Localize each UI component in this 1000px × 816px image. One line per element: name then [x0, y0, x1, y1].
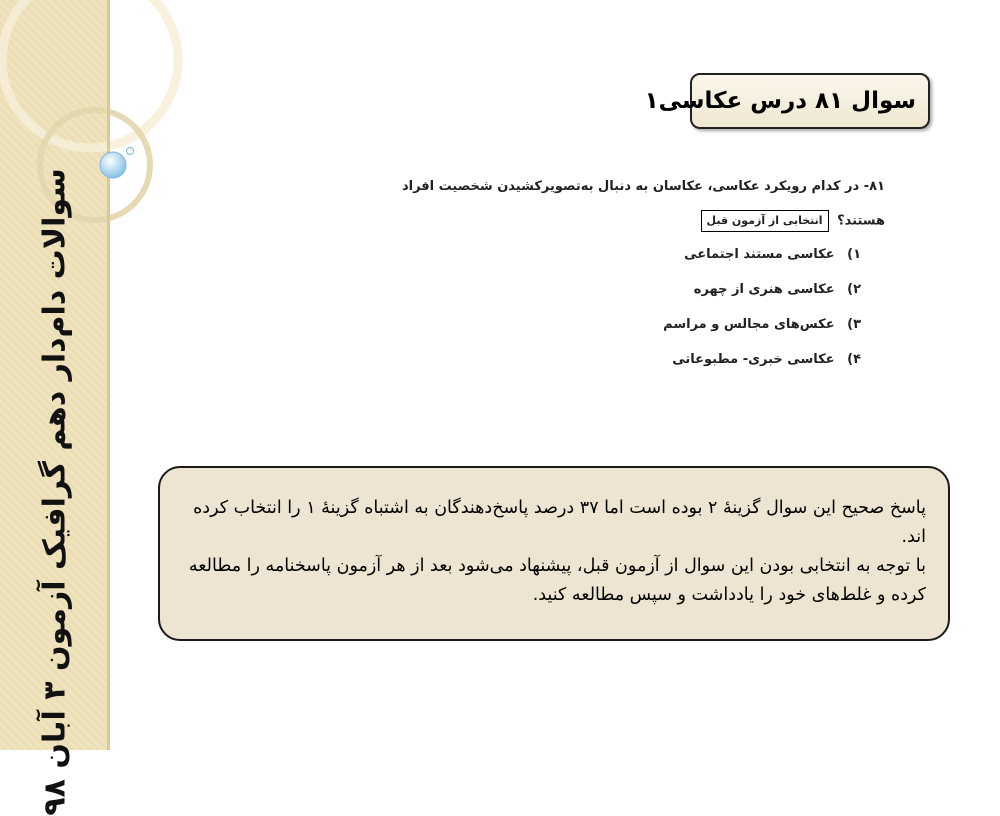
question-line-2 [365, 210, 885, 244]
option-1 [365, 244, 861, 279]
bubble-icon [95, 140, 140, 185]
option-text: عکاسی هنری از چهره [693, 282, 835, 297]
option-text: عکاسی خبری- مطبوعاتی [672, 352, 835, 367]
option-number: ۳) [847, 317, 861, 332]
option-text: عکاسی مستند اجتماعی [684, 247, 835, 262]
option-number: ۱) [847, 247, 861, 262]
option-4 [365, 349, 861, 384]
question-ending: هستند؟ [837, 213, 885, 229]
side-band [0, 0, 110, 816]
selected-from-previous-badge: انتخابی از آزمون قبل [701, 210, 829, 232]
explanation-box [158, 466, 950, 641]
side-title: سوالات دام‌دار دهم گرافیک آزمون ۳ آبان ۹۸ [37, 168, 73, 816]
option-number: ۴) [847, 352, 861, 367]
options-list [365, 244, 861, 384]
explanation-paragraph-2: با توجه به انتخابی بودن این سوال از آزمون قبل، پیشنهاد می‌شود بعد از هر آزمون پاسخنامه را مطالعه کرده و غلط‌های خود را یادداشت و سپس مطالعه کنید. [188, 556, 926, 605]
option-text: عکس‌های مجالس و مراسم [663, 317, 835, 332]
explanation-paragraph-1: پاسخ صحیح این سوال گزینهٔ ۲ بوده است اما ۳۷ درصد پاسخ‌دهندگان به اشتباه گزینهٔ ۱ را انتخاب کرده اند. [193, 498, 926, 547]
question-block [365, 176, 885, 384]
option-2 [365, 279, 861, 314]
option-number: ۲) [847, 282, 861, 297]
option-3 [365, 314, 861, 349]
slide-title-box [644, 73, 930, 129]
slide-title: سوال ۸۱ درس عکاسی۱ [644, 88, 916, 114]
question-line-1: ۸۱- در کدام رویکرد عکاسی، عکاسان به دنبال به‌تصویرکشیدن شخصیت افراد [401, 179, 885, 194]
